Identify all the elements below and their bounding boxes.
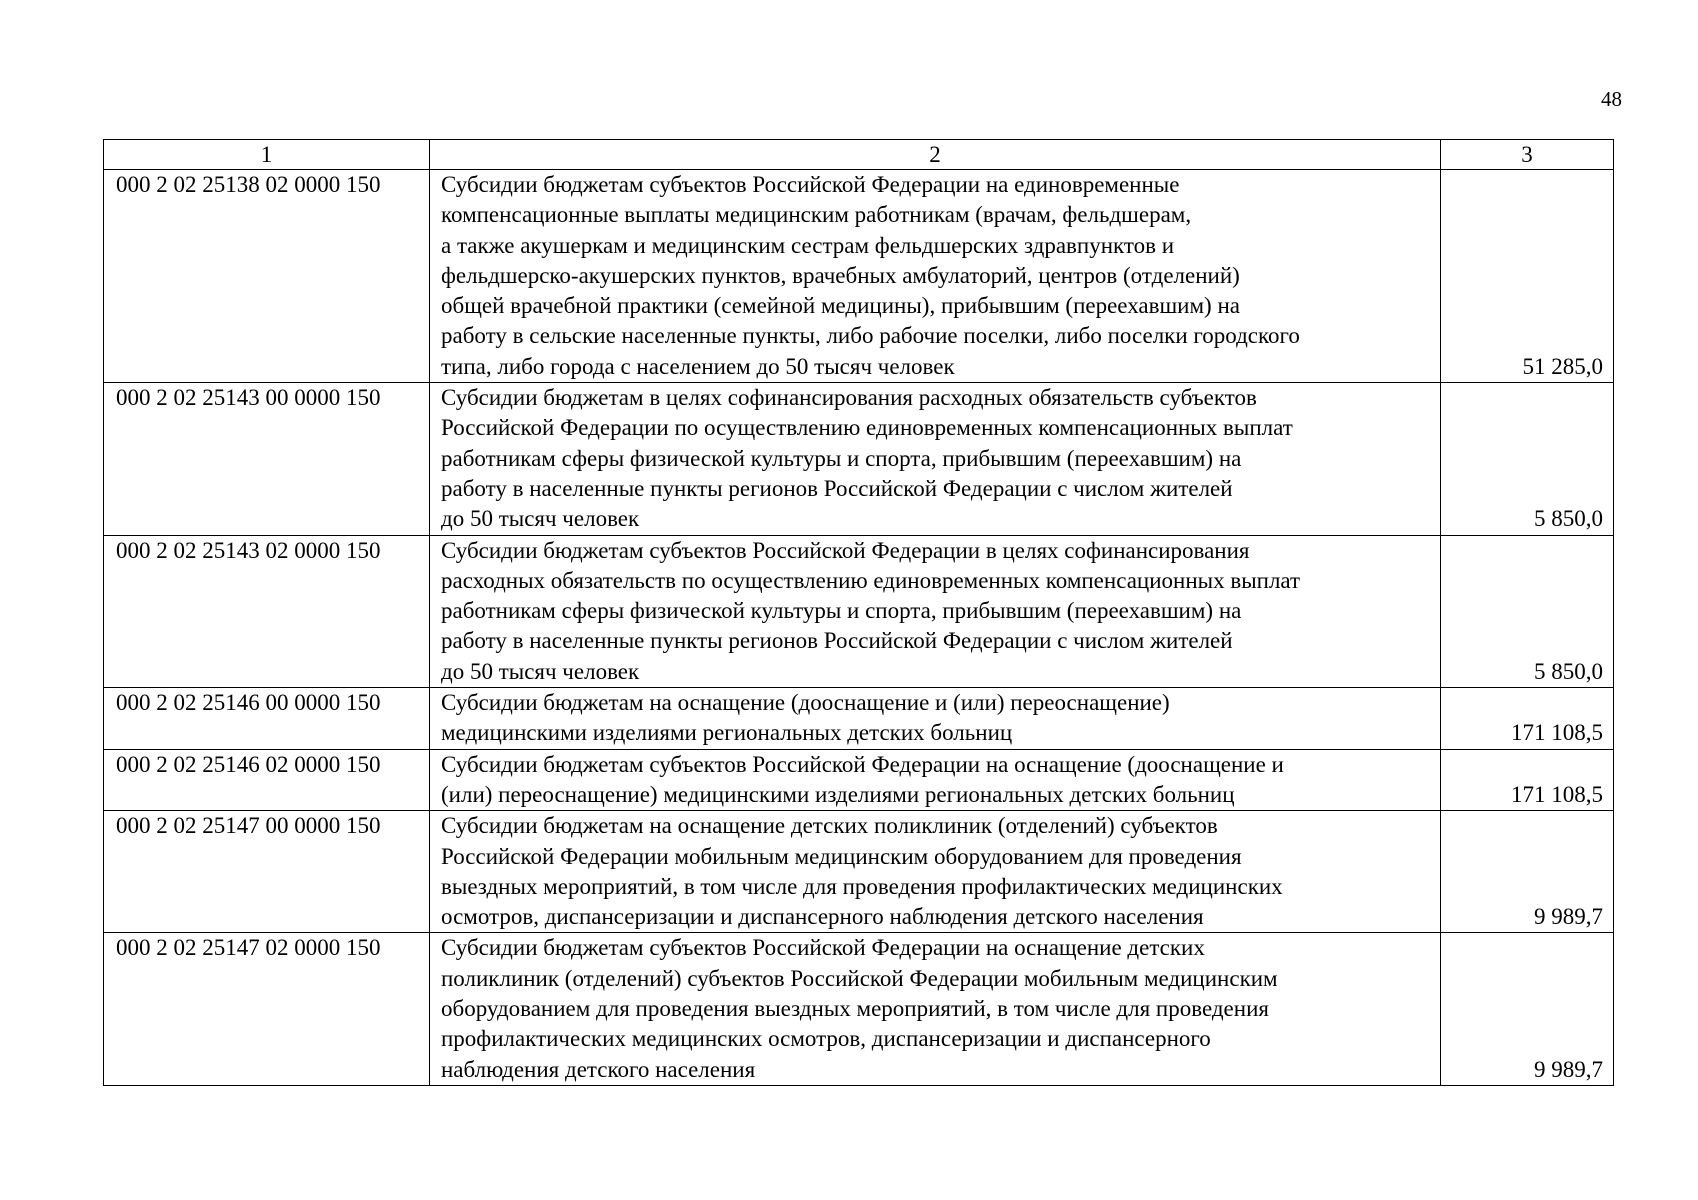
row-description [430, 933, 1441, 1085]
description-line: Субсидии бюджетам субъектов Российской Федерации в целях софинансирования [441, 537, 1250, 563]
row-amount: 171 108,5 [1441, 749, 1614, 811]
description-line: до 50 тысяч человек [441, 658, 640, 684]
row-code: 000 2 02 25146 02 0000 150 [104, 749, 430, 811]
table-row [104, 749, 1614, 811]
description-line: (или) переоснащение) медицинскими изделиями региональных детских больниц [441, 781, 1235, 807]
description-line: до 50 тысяч человек [441, 506, 640, 532]
table-row [104, 811, 1614, 933]
description-line: компенсационные выплаты медицинским работникам (врачам, фельдшерам, [441, 202, 1192, 228]
page-number: 48 [1601, 87, 1622, 111]
budget-table [103, 139, 1614, 1086]
table-row [104, 170, 1614, 383]
row-code: 000 2 02 25147 00 0000 150 [104, 811, 430, 933]
description-line: расходных обязательств по осуществлению единовременных компенсационных выплат [441, 567, 1301, 593]
description-line: Субсидии бюджетам субъектов Российской Федерации на единовременные [441, 172, 1180, 197]
row-code: 000 2 02 25143 00 0000 150 [104, 383, 430, 535]
row-description [430, 811, 1441, 933]
table-header-row [104, 140, 1614, 170]
description-line: оборудованием для проведения выездных мероприятий, в том числе для проведения [441, 996, 1269, 1022]
row-code: 000 2 02 25146 00 0000 150 [104, 688, 430, 750]
description-line: поликлиник (отделений) субъектов Российской Федерации мобильным медицинским [441, 965, 1278, 991]
description-line: Субсидии бюджетам на оснащение детских поликлиник (отделений) субъектов [441, 813, 1218, 839]
column-header-amount: 3 [1441, 140, 1614, 170]
description-line: работу в населенные пункты регионов Российской Федерации с числом жителей [441, 628, 1233, 654]
description-line: Субсидии бюджетам на оснащение (дооснащение и (или) переоснащение) [441, 690, 1170, 716]
description-line: общей врачебной практики (семейной медицины), прибывшим (переехавшим) на [441, 293, 1240, 319]
description-line: типа, либо города с населением до 50 тысяч человек [441, 353, 955, 379]
column-header-code: 1 [104, 140, 430, 170]
description-line: осмотров, диспансеризации и диспансерного наблюдения детского населения [441, 904, 1204, 930]
table-row [104, 383, 1614, 535]
row-amount: 9 989,7 [1441, 933, 1614, 1085]
row-description [430, 749, 1441, 811]
description-line: работникам сферы физической культуры и спорта, прибывшим (переехавшим) на [441, 445, 1242, 471]
table-row [104, 933, 1614, 1085]
table-row [104, 535, 1614, 687]
table-row [104, 688, 1614, 750]
row-description [430, 383, 1441, 535]
description-line: медицинскими изделиями региональных детских больниц [441, 720, 1013, 746]
description-line: профилактических медицинских осмотров, диспансеризации и диспансерного [441, 1026, 1211, 1052]
row-code: 000 2 02 25138 02 0000 150 [104, 170, 430, 383]
description-line: Субсидии бюджетам субъектов Российской Федерации на оснащение детских [441, 935, 1205, 961]
description-line: выездных мероприятий, в том числе для проведения профилактических медицинских [441, 873, 1283, 899]
row-description [430, 688, 1441, 750]
row-amount: 9 989,7 [1441, 811, 1614, 933]
description-line: Субсидии бюджетам субъектов Российской Федерации на оснащение (дооснащение и [441, 751, 1284, 777]
row-amount: 5 850,0 [1441, 535, 1614, 687]
row-amount: 5 850,0 [1441, 383, 1614, 535]
description-line: работу в населенные пункты регионов Российской Федерации с числом жителей [441, 475, 1233, 501]
description-line: Российской Федерации мобильным медицинским оборудованием для проведения [441, 843, 1242, 869]
description-line: фельдшерско-акушерских пунктов, врачебных амбулаторий, центров (отделений) [441, 262, 1240, 288]
row-amount: 171 108,5 [1441, 688, 1614, 750]
column-header-description: 2 [430, 140, 1441, 170]
description-line: работу в сельские населенные пункты, либо рабочие поселки, либо поселки городского [441, 323, 1300, 349]
description-line: Российской Федерации по осуществлению единовременных компенсационных выплат [441, 415, 1293, 441]
description-line: работникам сферы физической культуры и спорта, прибывшим (переехавшим) на [441, 598, 1242, 624]
description-line: наблюдения детского населения [441, 1056, 756, 1082]
row-amount: 51 285,0 [1441, 170, 1614, 383]
description-line: а также акушеркам и медицинским сестрам фельдшерских здравпунктов и [441, 232, 1175, 258]
row-code: 000 2 02 25147 02 0000 150 [104, 933, 430, 1085]
row-code: 000 2 02 25143 02 0000 150 [104, 535, 430, 687]
description-line: Субсидии бюджетам в целях софинансирования расходных обязательств субъектов [441, 385, 1257, 411]
row-description [430, 170, 1441, 383]
row-description [430, 535, 1441, 687]
